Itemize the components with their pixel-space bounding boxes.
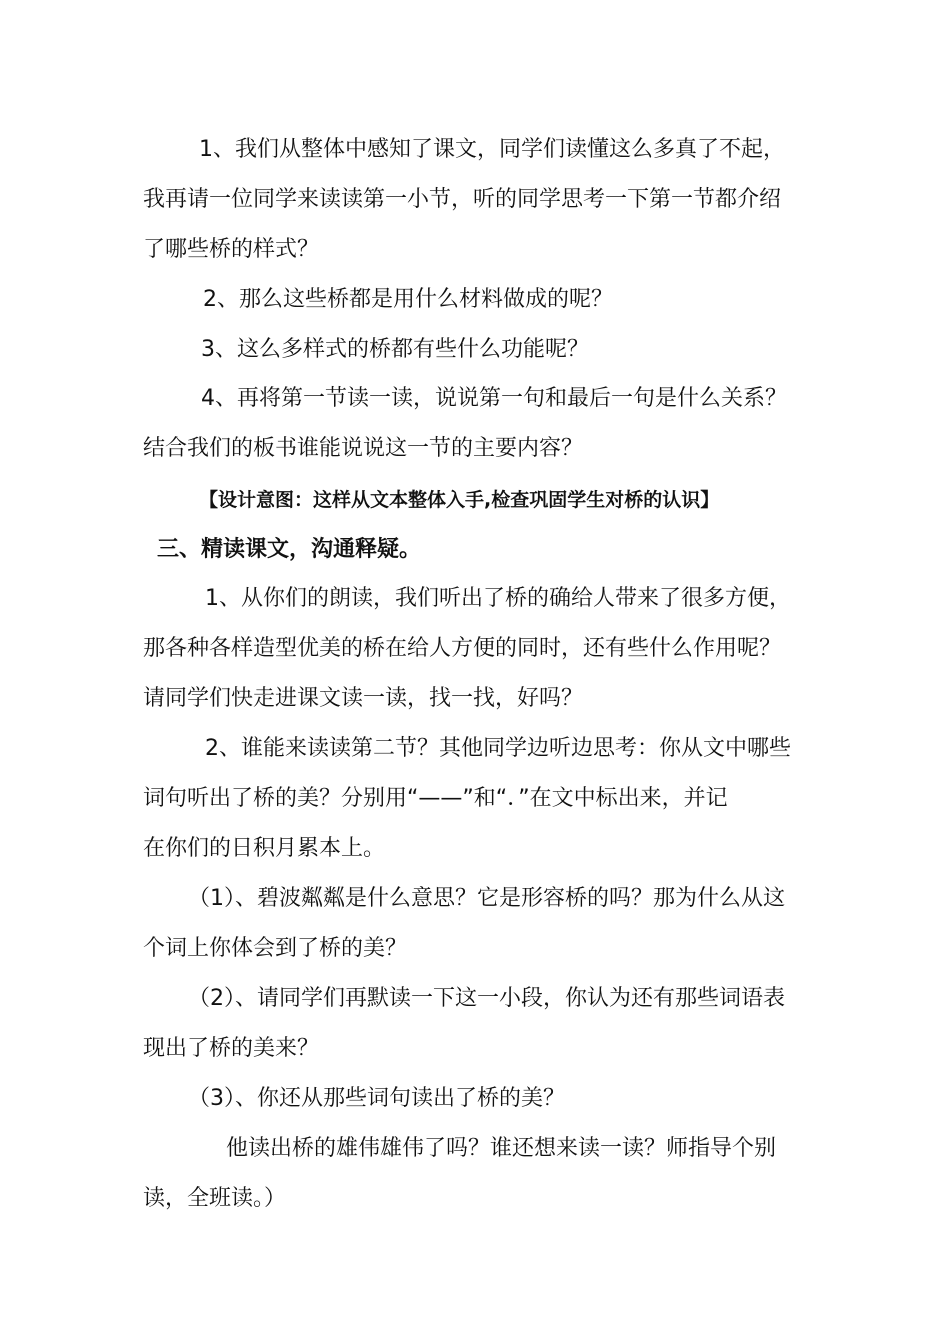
paragraph-1-line-2: 我再请一位同学来读读第一小节，听的同学思考一下第一节都介绍: [143, 187, 782, 212]
section-item-1-line-1: 1、从你们的朗读，我们听出了桥的确给人带来了很多方便，: [205, 586, 791, 611]
question-2-line-1: （2）、请同学们再默读一下这一小段，你认为还有那些词语表: [188, 986, 785, 1011]
paragraph-3: 3、这么多样式的桥都有些什么功能呢？: [201, 337, 589, 362]
section-item-2-line-1: 2、谁能来读读第二节？其他同学边听边思考：你从文中哪些: [205, 736, 791, 761]
paragraph-4-line-2: 结合我们的板书谁能说说这一节的主要内容？: [143, 436, 584, 461]
question-1-line-1: （1）、碧波粼粼是什么意思？它是形容桥的吗？那为什么从这: [188, 886, 785, 911]
design-intent-note: 【设计意图：这样从文本整体入手,检查巩固学生对桥的认识】: [199, 489, 720, 511]
closing-line-1: 他读出桥的雄伟雄伟了吗？谁还想来读一读？师指导个别: [226, 1136, 777, 1161]
section-item-2-line-3: 在你们的日积月累本上。: [143, 836, 386, 861]
question-2-line-2: 现出了桥的美来？: [143, 1036, 320, 1061]
question-1-line-2: 个词上你体会到了桥的美？: [143, 936, 408, 961]
paragraph-1-line-1: 1、我们从整体中感知了课文，同学们读懂这么多真了不起，: [199, 137, 785, 162]
section-item-1-line-3: 请同学们快走进课文读一读，找一找，好吗？: [143, 686, 584, 711]
paragraph-4-line-1: 4、再将第一节读一读，说说第一句和最后一句是什么关系？: [201, 386, 787, 411]
paragraph-1-line-3: 了哪些桥的样式？: [143, 237, 320, 262]
section-item-1-line-2: 那各种各样造型优美的桥在给人方便的同时，还有些什么作用呢？: [143, 636, 782, 661]
paragraph-2: 2、那么这些桥都是用什么材料做成的呢？: [203, 287, 613, 312]
question-3: （3）、你还从那些词句读出了桥的美？: [188, 1086, 565, 1111]
closing-line-2: 读，全班读。）: [143, 1186, 287, 1211]
section-item-2-line-2: 词句听出了桥的美？分别用“——”和“．”在文中标出来，并记: [143, 786, 728, 811]
section-heading: 三、精读课文，沟通释疑。: [157, 537, 422, 562]
